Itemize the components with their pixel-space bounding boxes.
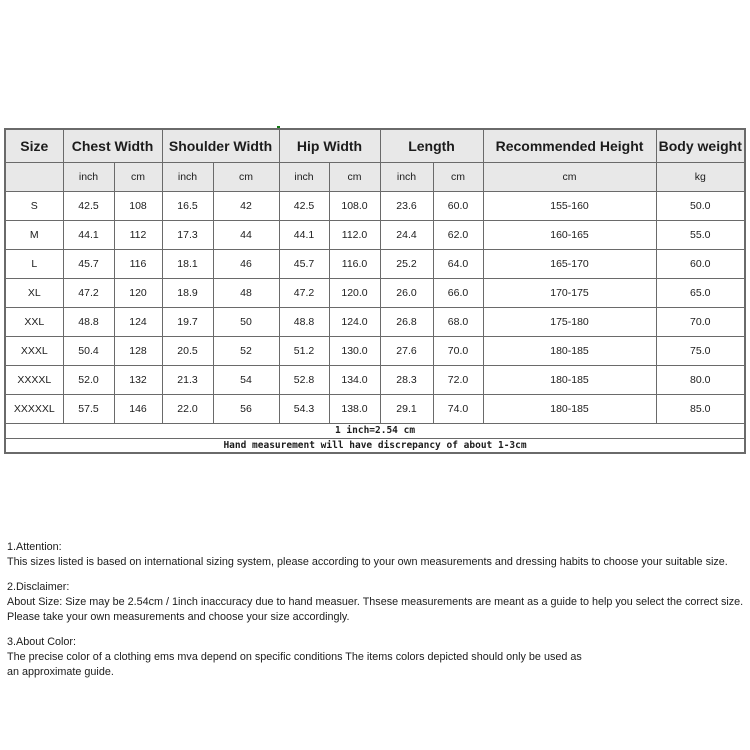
measurement-cell: 50 [213,307,279,336]
measurement-cell: 56 [213,394,279,423]
measurement-cell: 18.9 [162,278,213,307]
measurement-cell: 48.8 [279,307,329,336]
measurement-cell: 120 [114,278,162,307]
measurement-cell: 108.0 [329,191,380,220]
measurement-cell: 42.5 [279,191,329,220]
measurement-cell: 57.5 [63,394,114,423]
measurement-cell: 25.2 [380,249,433,278]
measurement-cell: 16.5 [162,191,213,220]
measurement-cell: 55.0 [656,220,745,249]
size-label-cell: L [5,249,63,278]
footnote-measurement-discrepancy: Hand measurement will have discrepancy of about 1-3cm [5,438,745,453]
measurement-cell: 72.0 [433,365,483,394]
measurement-cell: 26.0 [380,278,433,307]
about-color-text-line2: an approximate guide. [7,666,114,678]
measurement-cell: 130.0 [329,336,380,365]
about-color-title: 3.About Color: [7,636,77,648]
measurement-cell: 42 [213,191,279,220]
measurement-cell: 45.7 [63,249,114,278]
measurement-cell: 112.0 [329,220,380,249]
size-row [5,365,745,394]
about-color-note [7,635,744,680]
measurement-cell: 85.0 [656,394,745,423]
attention-note [7,540,744,570]
measurement-cell: 18.1 [162,249,213,278]
size-chart-footnotes [5,423,745,453]
size-row [5,336,745,365]
size-label-cell: M [5,220,63,249]
size-row [5,220,745,249]
unit-cell-chest-cm: cm [114,162,162,191]
footnote-row [5,423,745,438]
measurement-cell: 45.7 [279,249,329,278]
unit-cell-hip-inch: inch [279,162,329,191]
column-header-recommended-height: Recommended Height [483,129,656,162]
measurement-cell: 52.0 [63,365,114,394]
measurement-cell: 74.0 [433,394,483,423]
measurement-cell: 165-170 [483,249,656,278]
measurement-cell: 62.0 [433,220,483,249]
measurement-cell: 60.0 [433,191,483,220]
measurement-cell: 180-185 [483,394,656,423]
measurement-cell: 108 [114,191,162,220]
measurement-cell: 46 [213,249,279,278]
unit-cell-chest-inch: inch [63,162,114,191]
measurement-cell: 19.7 [162,307,213,336]
measurement-cell: 26.8 [380,307,433,336]
header-unit-row [5,162,745,191]
measurement-cell: 48.8 [63,307,114,336]
column-header-shoulder-width: Shoulder Width [162,129,279,162]
measurement-cell: 23.6 [380,191,433,220]
measurement-cell: 66.0 [433,278,483,307]
measurement-cell: 28.3 [380,365,433,394]
disclaimer-text-line2: Please take your own measurements and choose your size accordingly. [7,611,350,623]
measurement-cell: 116.0 [329,249,380,278]
measurement-cell: 116 [114,249,162,278]
disclaimer-note [7,580,744,625]
column-header-hip-width: Hip Width [279,129,380,162]
notes-section [7,540,744,690]
measurement-cell: 68.0 [433,307,483,336]
measurement-cell: 21.3 [162,365,213,394]
footnote-inch-conversion: 1 inch=2.54 cm [5,423,745,438]
measurement-cell: 155-160 [483,191,656,220]
column-header-length: Length [380,129,483,162]
size-row [5,191,745,220]
measurement-cell: 52 [213,336,279,365]
attention-text: This sizes listed is based on international sizing system, please according to your own measurements and dressing habits to choose your suitable size. [7,556,728,568]
measurement-cell: 70.0 [433,336,483,365]
measurement-cell: 124 [114,307,162,336]
measurement-cell: 170-175 [483,278,656,307]
size-row [5,307,745,336]
measurement-cell: 20.5 [162,336,213,365]
size-row [5,394,745,423]
size-label-cell: S [5,191,63,220]
measurement-cell: 180-185 [483,365,656,394]
unit-cell-height-cm: cm [483,162,656,191]
measurement-cell: 75.0 [656,336,745,365]
measurement-cell: 175-180 [483,307,656,336]
measurement-cell: 65.0 [656,278,745,307]
measurement-cell: 51.2 [279,336,329,365]
measurement-cell: 44 [213,220,279,249]
unit-cell-hip-cm: cm [329,162,380,191]
measurement-cell: 48 [213,278,279,307]
size-chart-table [4,128,746,454]
size-row [5,278,745,307]
header-group-row [5,129,745,162]
column-header-size: Size [5,129,63,162]
measurement-cell: 124.0 [329,307,380,336]
size-chart-header [5,129,745,191]
measurement-cell: 134.0 [329,365,380,394]
column-header-chest-width: Chest Width [63,129,162,162]
measurement-cell: 44.1 [279,220,329,249]
measurement-cell: 27.6 [380,336,433,365]
unit-cell-length-cm: cm [433,162,483,191]
unit-cell-shoulder-inch: inch [162,162,213,191]
unit-cell-blank [5,162,63,191]
attention-title: 1.Attention: [7,541,62,553]
measurement-cell: 180-185 [483,336,656,365]
measurement-cell: 128 [114,336,162,365]
unit-cell-weight-kg: kg [656,162,745,191]
size-label-cell: XXXL [5,336,63,365]
measurement-cell: 50.0 [656,191,745,220]
size-label-cell: XL [5,278,63,307]
size-chart-body [5,191,745,423]
measurement-cell: 138.0 [329,394,380,423]
measurement-cell: 52.8 [279,365,329,394]
measurement-cell: 47.2 [279,278,329,307]
measurement-cell: 17.3 [162,220,213,249]
measurement-cell: 64.0 [433,249,483,278]
measurement-cell: 120.0 [329,278,380,307]
measurement-cell: 24.4 [380,220,433,249]
size-label-cell: XXL [5,307,63,336]
size-row [5,249,745,278]
measurement-cell: 54 [213,365,279,394]
measurement-cell: 70.0 [656,307,745,336]
measurement-cell: 47.2 [63,278,114,307]
measurement-cell: 132 [114,365,162,394]
size-label-cell: XXXXL [5,365,63,394]
measurement-cell: 50.4 [63,336,114,365]
unit-cell-length-inch: inch [380,162,433,191]
disclaimer-title: 2.Disclaimer: [7,581,70,593]
column-header-body-weight: Body weight [656,129,745,162]
size-label-cell: XXXXXL [5,394,63,423]
measurement-cell: 146 [114,394,162,423]
measurement-cell: 54.3 [279,394,329,423]
measurement-cell: 42.5 [63,191,114,220]
measurement-cell: 44.1 [63,220,114,249]
footnote-row [5,438,745,453]
disclaimer-text-line1: About Size: Size may be 2.54cm / 1inch inaccuracy due to hand measuer. Thsese measurements are meant as a guide to help you select the correct size. [7,596,744,608]
measurement-cell: 160-165 [483,220,656,249]
unit-cell-shoulder-cm: cm [213,162,279,191]
measurement-cell: 29.1 [380,394,433,423]
about-color-text-line1: The precise color of a clothing ems mva depend on specific conditions The items colors depicted should only be used as [7,651,582,663]
measurement-cell: 22.0 [162,394,213,423]
measurement-cell: 60.0 [656,249,745,278]
measurement-cell: 112 [114,220,162,249]
measurement-cell: 80.0 [656,365,745,394]
